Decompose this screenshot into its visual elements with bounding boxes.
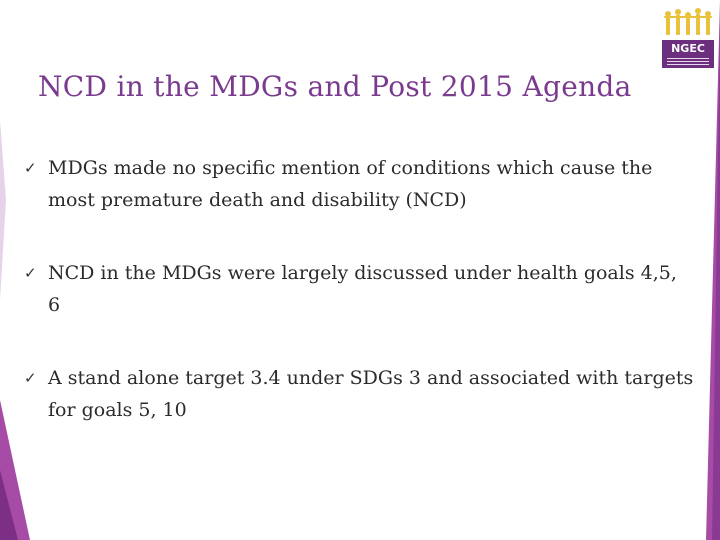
- bullet-item: [24, 362, 694, 426]
- bullet-item: [24, 257, 694, 321]
- right-decoration: [698, 0, 720, 540]
- check-icon: ✓: [24, 159, 37, 177]
- check-icon: ✓: [24, 369, 37, 387]
- ngec-logo-text: NGEC: [671, 42, 705, 55]
- slide-title: NCD in the MDGs and Post 2015 Agenda: [38, 70, 632, 103]
- bullet-text: A stand alone target 3.4 under SDGs 3 and associated with targets for goals 5, 10: [48, 367, 694, 421]
- check-icon: ✓: [24, 264, 37, 282]
- bullet-list: [24, 152, 694, 426]
- bullet-text: NCD in the MDGs were largely discussed under health goals 4,5, 6: [48, 262, 677, 316]
- people-figures-icon: [662, 6, 714, 38]
- bullet-text: MDGs made no specific mention of conditions which cause the most premature death and disability (NCD): [48, 157, 653, 211]
- ngec-logo: [658, 4, 716, 70]
- ngec-logo-box: [662, 40, 714, 68]
- bullet-item: [24, 152, 694, 216]
